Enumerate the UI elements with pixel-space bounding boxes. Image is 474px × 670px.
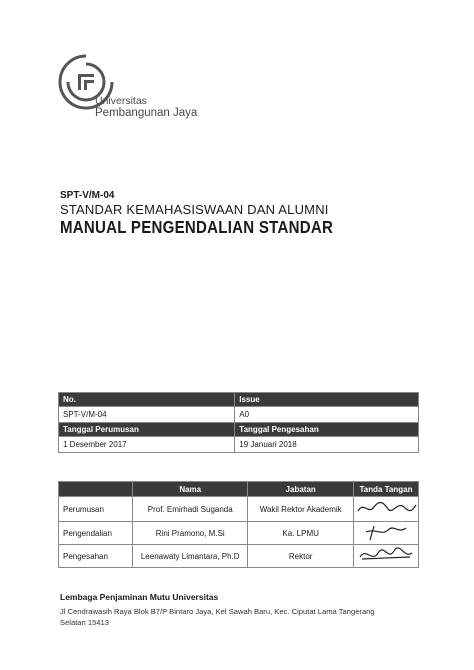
footer-organization: Lembaga Penjaminan Mutu Universitas bbox=[60, 592, 219, 602]
row-name: Rini Pramono, M.Si bbox=[133, 522, 248, 545]
logo-line-1: Universitas bbox=[95, 95, 147, 107]
table-row bbox=[59, 522, 419, 545]
table-row bbox=[59, 497, 419, 522]
row-position: Ka. LPMU bbox=[248, 522, 354, 545]
signature-table bbox=[58, 481, 419, 568]
pengesahan-date-value: 19 Januari 2018 bbox=[235, 437, 419, 453]
header-signature: Tanda Tangan bbox=[353, 482, 418, 497]
document-info-table bbox=[58, 392, 419, 453]
footer-address: Jl Cendrawasih Raya Blok B7/P Bintaro Jaya, Kel Sawah Baru, Kec. Ciputat Lama Tangerang Selatan 15413 bbox=[60, 607, 375, 627]
row-name: Prof. Emirhadi Suganda bbox=[133, 497, 248, 522]
row-position: Wakil Rektor Akademik bbox=[248, 497, 354, 522]
perumusan-date-value: 1 Desember 2017 bbox=[59, 437, 235, 453]
table-row bbox=[59, 545, 419, 568]
logo-line-2: Pembangunan Jaya bbox=[95, 107, 198, 119]
perumusan-date-label: Tanggal Perumusan bbox=[59, 423, 235, 437]
issue-value: A0 bbox=[235, 407, 419, 423]
header-position: Jabatan bbox=[248, 482, 354, 497]
logo-wordmark bbox=[95, 95, 197, 119]
issue-label: Issue bbox=[235, 393, 419, 407]
signature-image bbox=[353, 522, 418, 545]
header-role bbox=[59, 482, 133, 497]
row-role: Pengendalian bbox=[59, 522, 133, 545]
signature-image bbox=[353, 545, 418, 568]
signature-image bbox=[353, 497, 418, 522]
pengesahan-date-label: Tanggal Pengesahan bbox=[235, 423, 419, 437]
header-name: Nama bbox=[133, 482, 248, 497]
row-role: Perumusan bbox=[59, 497, 133, 522]
no-value: SPT-V/M-04 bbox=[59, 407, 235, 423]
document-title: MANUAL PENGENDALIAN STANDAR bbox=[60, 217, 334, 237]
document-subtitle: STANDAR KEMAHASISWAAN DAN ALUMNI bbox=[60, 202, 329, 217]
row-name: Leenawaty Limantara, Ph.D bbox=[133, 545, 248, 568]
row-position: Rektor bbox=[248, 545, 354, 568]
no-label: No. bbox=[59, 393, 235, 407]
row-role: Pengesahan bbox=[59, 545, 133, 568]
document-code: SPT-V/M-04 bbox=[60, 190, 115, 201]
